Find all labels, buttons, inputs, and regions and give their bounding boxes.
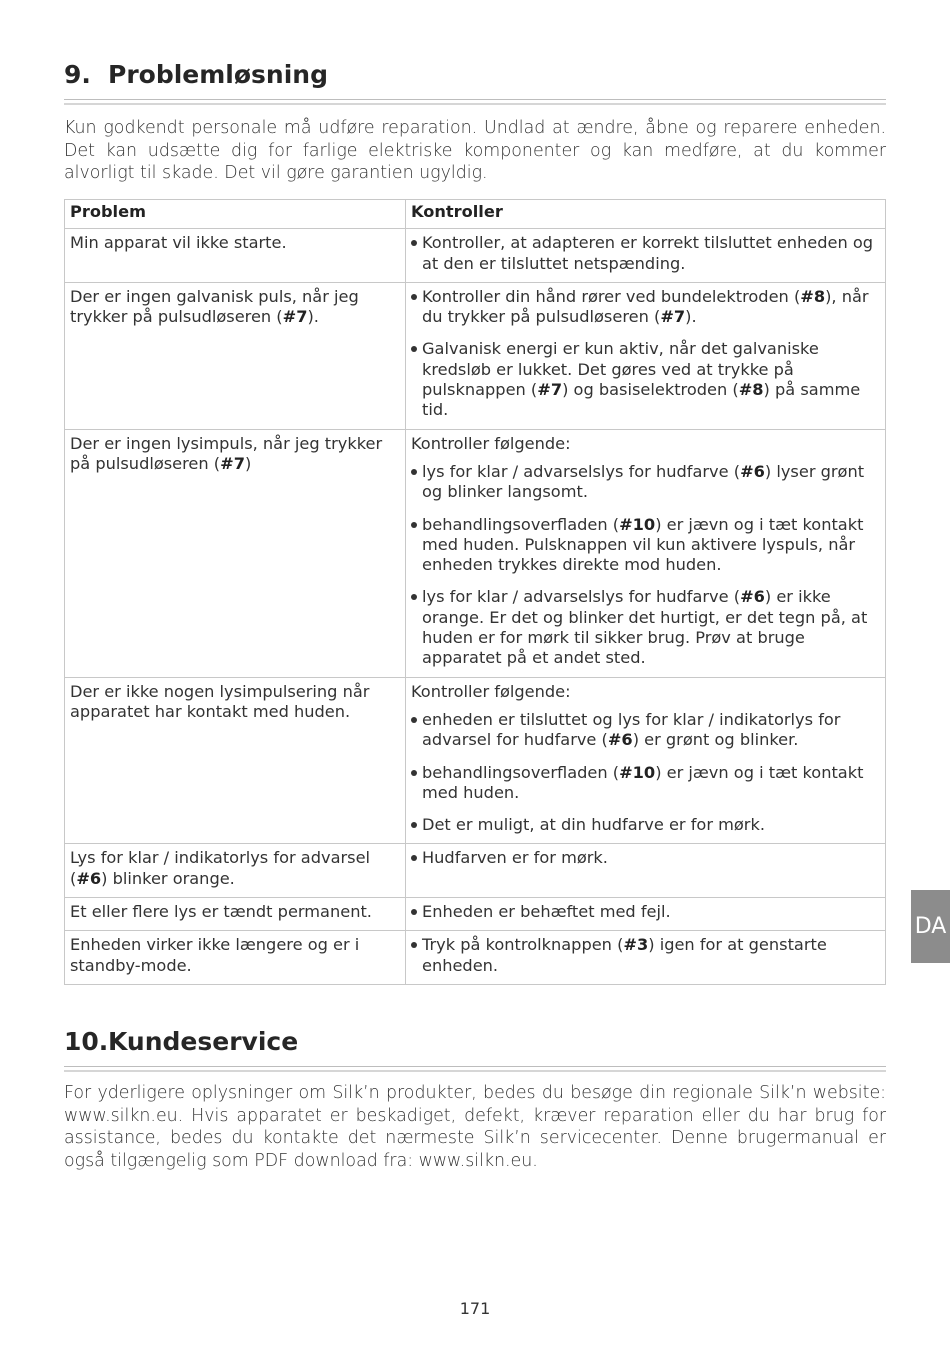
- item-reference: #7: [537, 380, 563, 400]
- problem-cell: [65, 229, 406, 283]
- section-10-divider: [64, 1066, 886, 1072]
- item-reference: #6: [607, 730, 633, 750]
- check-cell: [406, 844, 886, 898]
- text-segment: behandlingsoverfladen (: [422, 762, 620, 782]
- item-reference: #7: [282, 307, 308, 327]
- section-10-title: Kundeservice: [108, 1027, 299, 1056]
- item-reference: #8: [800, 286, 826, 306]
- troubleshooting-table: [64, 199, 886, 985]
- language-tab: DA: [911, 890, 950, 963]
- check-item: [411, 848, 881, 868]
- check-list: [411, 902, 881, 922]
- text-segment: Galvanisk energi er kun aktiv, når det galvaniske kredsløb er lukket. Det gøres ved at trykke på pulsknappen (: [422, 339, 819, 400]
- check-item: [411, 287, 881, 328]
- table-row: [65, 844, 886, 898]
- text-segment: Enheden er behæftet med fejl.: [422, 902, 671, 922]
- item-reference: #7: [660, 307, 686, 327]
- bullet-icon: [411, 942, 417, 948]
- text-segment: Der er ingen galvanisk puls, når jeg trykker på pulsudløseren (: [70, 286, 359, 327]
- problem-cell: [65, 931, 406, 985]
- problem-cell: [65, 898, 406, 931]
- item-reference: #6: [76, 868, 102, 888]
- check-list: [411, 935, 881, 976]
- check-list: [411, 287, 881, 421]
- text-segment: Det er muligt, at din hudfarve er for mørk.: [422, 815, 765, 835]
- table-row: [65, 898, 886, 931]
- bullet-icon: [411, 240, 417, 246]
- check-item: [411, 462, 881, 503]
- header-check: Kontroller: [406, 200, 886, 229]
- check-intro: Kontroller følgende:: [411, 433, 571, 453]
- page-number: 171: [459, 1299, 491, 1318]
- text-segment: Min apparat vil ikke starte.: [70, 233, 287, 253]
- item-reference: #6: [740, 587, 765, 607]
- text-segment: ).: [307, 307, 319, 327]
- table-row: [65, 229, 886, 283]
- item-reference: #3: [623, 935, 649, 955]
- text-segment: Der er ingen lysimpuls, når jeg trykker på pulsudløseren (: [70, 433, 383, 473]
- table-row: [65, 931, 886, 985]
- section-10-body: For yderligere oplysninger om Silk’n produkter, bedes du besøge din regionale Silk’n website: www.silkn.eu. Hvis apparatet er beskadiget, defekt, kræver reparation eller du har brug for assistance, bedes du kontakte det nærmeste Silk’n servicecenter. Denne brugermanual er også tilgængelig som PDF download fra: www.silkn.eu.: [64, 1083, 886, 1171]
- check-item: [411, 339, 881, 420]
- text-segment: ) blinker orange.: [101, 868, 235, 888]
- text-segment: ) er grønt og blinker.: [632, 730, 799, 750]
- check-item: [411, 763, 881, 804]
- text-segment: Der er ikke nogen lysimpulsering når apparatet har kontakt med huden.: [70, 681, 370, 721]
- text-segment: Hudfarven er for mørk.: [422, 848, 608, 868]
- text-segment: ) lyser grønt og blinker langsomt.: [422, 461, 865, 502]
- bullet-icon: [411, 346, 417, 352]
- item-reference: #10: [619, 762, 656, 782]
- item-reference: #6: [740, 461, 765, 481]
- text-segment: enheden er tilsluttet og lys for klar / indikatorlys for advarsel for hudfarve (: [422, 709, 841, 750]
- bullet-icon: [411, 822, 417, 828]
- bullet-icon: [411, 770, 417, 776]
- check-list: [411, 233, 881, 274]
- text-segment: Kontroller din hånd rører ved bundelektroden (: [422, 286, 801, 306]
- section-9-heading: [64, 60, 886, 89]
- problem-cell: [65, 282, 406, 429]
- check-list: [411, 848, 881, 868]
- text-segment: Lys for klar / indikatorlys for advarsel (: [70, 848, 371, 888]
- item-reference: #7: [220, 453, 245, 473]
- check-cell: [406, 429, 886, 677]
- check-cell: [406, 898, 886, 931]
- bullet-icon: [411, 594, 417, 600]
- bullet-icon: [411, 717, 417, 723]
- check-list: [411, 710, 881, 835]
- text-segment: ) på samme tid.: [422, 380, 861, 420]
- bullet-icon: [411, 294, 417, 300]
- table-row: [65, 429, 886, 677]
- section-9-divider: [64, 99, 886, 105]
- problem-cell: [65, 844, 406, 898]
- check-item: [411, 710, 881, 751]
- text-segment: lys for klar / advarselslys for hudfarve (: [422, 461, 741, 481]
- bullet-icon: [411, 469, 417, 475]
- check-cell: [406, 677, 886, 844]
- check-item: [411, 515, 881, 576]
- check-cell: [406, 282, 886, 429]
- check-item: [411, 935, 881, 976]
- bullet-icon: [411, 855, 417, 861]
- section-10-number: 10.: [64, 1027, 109, 1056]
- text-segment: Tryk på kontrolknappen (: [422, 935, 624, 955]
- bullet-icon: [411, 909, 417, 915]
- text-segment: ) igen for at genstarte enheden.: [422, 935, 827, 975]
- section-9-intro: Kun godkendt personale må udføre reparation. Undlad at ændre, åbne og reparere enheden. Det kan udsætte dig for farlige elektriske komponenter og kan medføre, at du kommer alvorligt til skade. Det vil gøre garantien ugyldig.: [64, 118, 886, 184]
- text-segment: Enheden virker ikke længere og er i standby-mode.: [70, 935, 360, 975]
- section-9-title: Problemløsning: [108, 60, 328, 89]
- text-segment: behandlingsoverfladen (: [422, 514, 620, 534]
- check-item: [411, 587, 881, 668]
- text-segment: Kontroller, at adapteren er korrekt tilsluttet enheden og at den er tilsluttet netspænding.: [422, 233, 874, 273]
- section-10-heading: [64, 1027, 886, 1056]
- table-row: [65, 677, 886, 844]
- problem-cell: [65, 677, 406, 844]
- text-segment: lys for klar / advarselslys for hudfarve (: [422, 587, 741, 607]
- check-list: [411, 462, 881, 669]
- header-problem: Problem: [65, 200, 406, 229]
- table-row: [65, 282, 886, 429]
- table-body: [65, 229, 886, 985]
- text-segment: Et eller flere lys er tændt permanent.: [70, 902, 372, 922]
- check-intro: Kontroller følgende:: [411, 681, 571, 701]
- item-reference: #8: [738, 380, 764, 400]
- table-header-row: [65, 200, 886, 229]
- check-item: [411, 815, 881, 835]
- text-segment: ), når du trykker på pulsudløseren (: [422, 286, 869, 327]
- text-segment: ) er jævn og i tæt kontakt med huden.: [422, 762, 864, 802]
- bullet-icon: [411, 522, 417, 528]
- section-9-number: 9.: [64, 60, 91, 89]
- text-segment: ) og basiselektroden (: [562, 380, 739, 400]
- check-item: [411, 902, 881, 922]
- problem-cell: [65, 429, 406, 677]
- text-segment: ) er ikke orange. Er det og blinker det hurtigt, er det tegn på, at huden er for mørk til sikker brug. Prøv at bruge apparatet på et andet sted.: [422, 587, 868, 668]
- text-segment: ) er jævn og i tæt kontakt med huden. Pulsknappen vil kun aktivere lyspuls, når enheden trykkes direkte mod huden.: [422, 514, 864, 575]
- text-segment: ): [244, 453, 252, 473]
- text-segment: ).: [685, 307, 697, 327]
- item-reference: #10: [619, 514, 656, 534]
- check-cell: [406, 229, 886, 283]
- check-cell: [406, 931, 886, 985]
- check-item: [411, 233, 881, 274]
